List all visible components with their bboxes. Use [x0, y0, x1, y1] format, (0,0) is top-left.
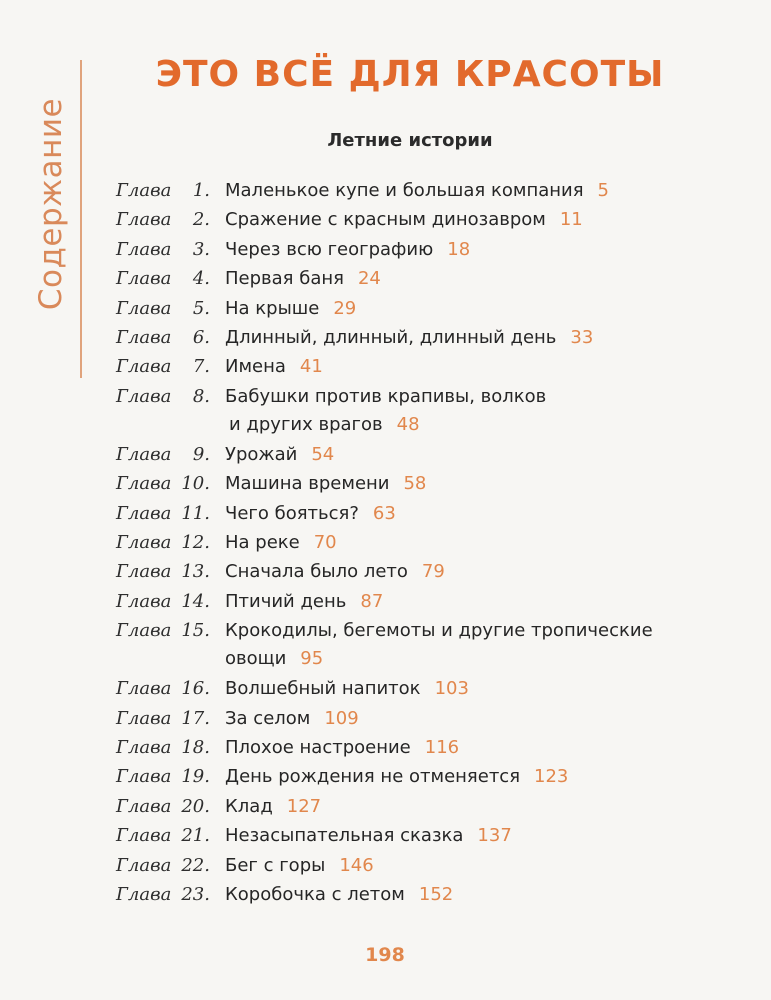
chapter-word: Глава: [116, 854, 172, 876]
chapter-title-text: Волшебный напиток: [225, 678, 421, 700]
chapter-number: 18.: [181, 737, 210, 758]
chapter-page: 103: [434, 678, 469, 700]
chapter-page: 5: [597, 180, 609, 201]
chapter-title: [225, 705, 359, 733]
chapter-page: 95: [300, 648, 324, 670]
chapter-word: Глава: [116, 678, 172, 700]
chapter-number: 8.: [192, 385, 210, 407]
chapter-number: 4.: [192, 268, 210, 290]
chapter-word: Глава: [116, 238, 172, 260]
chapter-title-text: На реке: [225, 532, 300, 553]
chapter-page: 48: [396, 413, 420, 435]
chapter-number: 12.: [181, 532, 210, 553]
chapter-page: 58: [403, 473, 427, 495]
chapter-title-text: За селом: [225, 707, 311, 729]
chapter-number: 6.: [192, 327, 210, 348]
chapter-title: [225, 822, 512, 850]
chapter-title: [225, 236, 470, 264]
chapter-title-text: Коробочка с летом: [225, 884, 405, 905]
chapter-word: Глава: [116, 590, 172, 612]
chapter-title: [225, 470, 426, 498]
chapter-word: Глава: [116, 561, 172, 583]
book-title: ЭТО ВСЁ ДЛЯ КРАСОТЫ: [155, 54, 665, 95]
chapter-title-continuation: [225, 645, 323, 673]
chapter-title: [225, 177, 609, 205]
chapter-page: 123: [534, 766, 569, 788]
chapter-number: 9.: [192, 443, 210, 465]
chapter-word: Глава: [116, 825, 172, 847]
chapter-title: [225, 441, 334, 469]
chapter-title-text: Птичий день: [225, 590, 347, 612]
chapter-word: Глава: [116, 502, 172, 524]
chapter-page: 87: [360, 590, 384, 612]
chapter-word: Глава: [116, 473, 172, 495]
chapter-page: 70: [313, 532, 337, 553]
sidebar-label: [26, 68, 76, 340]
chapter-title: [225, 353, 323, 381]
chapter-number: 16.: [181, 678, 210, 700]
chapter-number: 5.: [192, 297, 210, 319]
chapter-number: 22.: [181, 854, 210, 876]
page-number: 198: [365, 944, 405, 966]
chapter-title-text: Имена: [225, 356, 286, 378]
chapter-word: Глава: [116, 766, 172, 788]
chapter-word: Глава: [116, 385, 172, 407]
chapter-title-text: Крокодилы, бегемоты и другие тропические: [225, 620, 653, 642]
chapter-number: 14.: [181, 590, 210, 612]
chapter-title: [225, 675, 469, 703]
chapter-number: 20.: [181, 795, 210, 817]
chapter-title-continuation: [225, 411, 420, 439]
chapter-word: Глава: [116, 327, 172, 348]
chapter-title: [225, 763, 568, 791]
chapter-title-text: Урожай: [225, 443, 298, 465]
chapter-page: 152: [418, 884, 454, 905]
chapter-title-cont-text: и других врагов: [229, 413, 383, 435]
chapter-number: 19.: [181, 766, 210, 788]
chapter-page: 137: [477, 825, 512, 847]
chapter-number: 1.: [192, 180, 210, 201]
sidebar-label-text: Содержание: [33, 97, 69, 311]
chapter-number: 13.: [181, 561, 210, 583]
chapter-title: [225, 529, 337, 557]
chapter-title: [225, 588, 383, 616]
chapter-title: [225, 852, 374, 880]
chapter-word: Глава: [116, 795, 172, 817]
chapter-number: 15.: [181, 620, 210, 642]
chapter-word: Глава: [116, 356, 172, 378]
chapter-number: 10.: [181, 473, 210, 495]
chapter-number: 17.: [181, 707, 210, 729]
chapter-page: 29: [333, 297, 357, 319]
chapter-page: 116: [424, 737, 460, 758]
chapter-title-text: Клад: [225, 795, 273, 817]
chapter-word: Глава: [116, 884, 172, 905]
chapter-title: [225, 324, 593, 352]
chapter-page: 11: [559, 209, 583, 231]
chapter-word: Глава: [116, 532, 172, 553]
chapter-page: 54: [311, 443, 335, 465]
chapter-page: 41: [299, 356, 323, 378]
chapter-title: [225, 206, 583, 234]
chapter-title-text: Бег с горы: [225, 854, 326, 876]
chapter-word: Глава: [116, 297, 172, 319]
chapter-title: [225, 295, 356, 323]
chapter-page: 79: [421, 561, 445, 583]
chapter-title: [225, 881, 453, 909]
chapter-word: Глава: [116, 620, 172, 642]
chapter-title: [225, 265, 381, 293]
chapter-page: 146: [339, 854, 374, 876]
chapter-title-text: Маленькое купе и большая компания: [225, 180, 584, 201]
chapter-title-text: Незасыпательная сказка: [225, 825, 464, 847]
chapter-word: Глава: [116, 443, 172, 465]
chapter-number: 7.: [192, 356, 210, 378]
chapter-title-text: Плохое настроение: [225, 737, 411, 758]
chapter-word: Глава: [116, 209, 172, 231]
sidebar-divider: [80, 60, 82, 378]
chapter-title: [225, 793, 321, 821]
chapter-title-cont-text: овощи: [225, 648, 287, 670]
chapter-number: 21.: [181, 825, 210, 847]
chapter-number: 11.: [181, 502, 210, 524]
chapter-title: [225, 734, 459, 762]
chapter-title: [225, 500, 396, 528]
chapter-page: 33: [570, 327, 594, 348]
chapter-title-text: Через всю географию: [225, 238, 434, 260]
chapter-number: 2.: [192, 209, 210, 231]
section-title: Летние истории: [327, 130, 493, 151]
chapter-number: 3.: [192, 238, 210, 260]
chapter-number: 23.: [181, 884, 210, 905]
chapter-page: 109: [324, 707, 359, 729]
chapter-page: 24: [357, 268, 381, 290]
chapter-title-text: Первая баня: [225, 268, 344, 290]
chapter-title: [225, 617, 653, 645]
chapter-title-text: На крыше: [225, 297, 320, 319]
chapter-word: Глава: [116, 737, 172, 758]
chapter-title-text: Длинный, длинный, длинный день: [225, 327, 557, 348]
chapter-page: 127: [286, 795, 322, 817]
chapter-title: [225, 558, 445, 586]
chapter-word: Глава: [116, 268, 172, 290]
chapter-title-text: Сначала было лето: [225, 561, 408, 583]
chapter-page: 63: [372, 502, 396, 524]
chapter-title-text: День рождения не отменяется: [225, 766, 521, 788]
chapter-word: Глава: [116, 180, 172, 201]
chapter-title-text: Машина времени: [225, 473, 390, 495]
chapter-title-text: Бабушки против крапивы, волков: [225, 385, 547, 407]
chapter-title: [225, 383, 546, 411]
chapter-title-text: Сражение с красным динозавром: [225, 209, 546, 231]
chapter-page: 18: [447, 238, 471, 260]
chapter-title-text: Чего бояться?: [225, 502, 359, 524]
chapter-word: Глава: [116, 707, 172, 729]
